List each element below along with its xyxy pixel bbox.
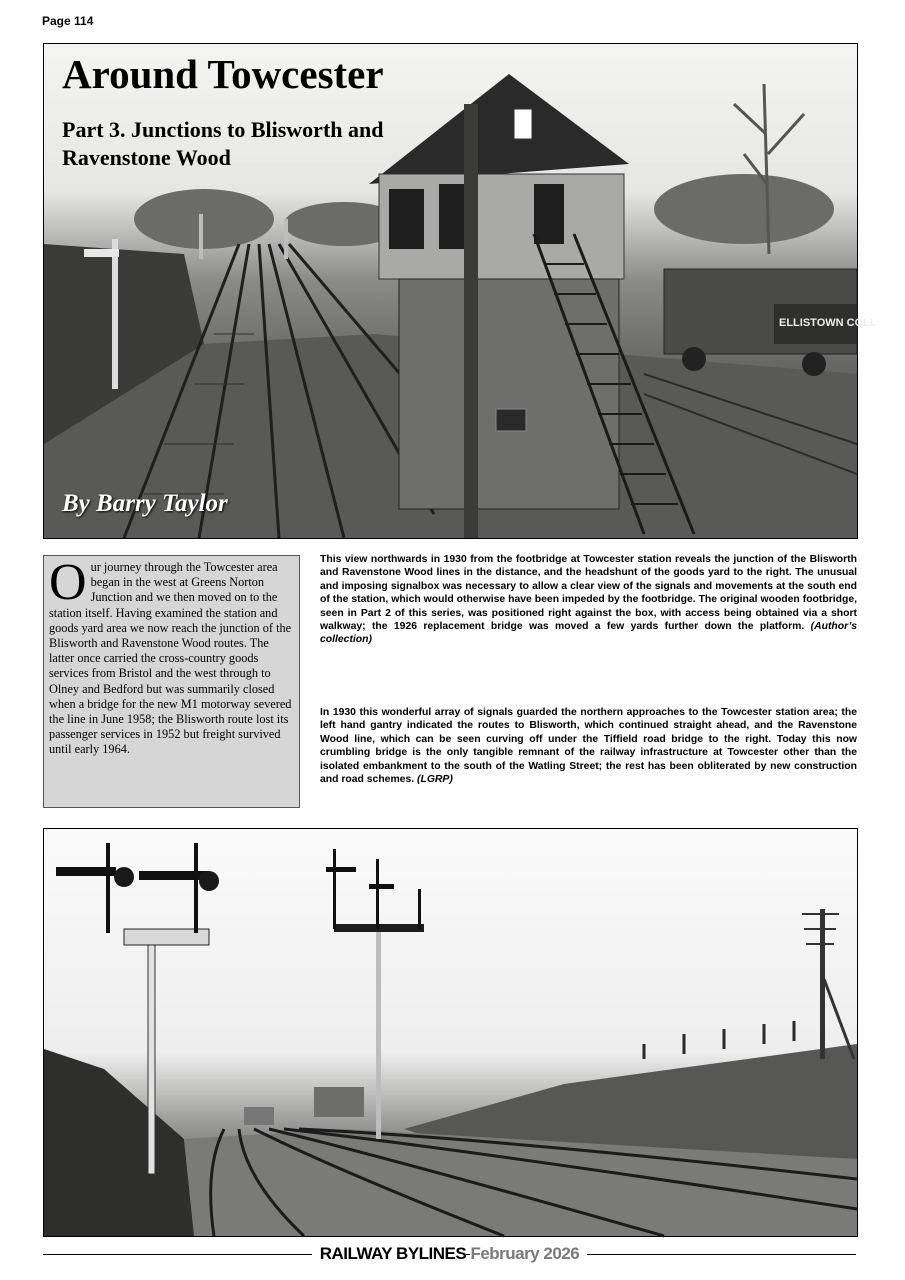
caption-text: In 1930 this wonderful array of signals guarded the northern approaches to the Towcester station area; the left hand gantry indicated the routes to Blisworth, which continued straight ahead, and the Ravenstone Wood line, which can be seen curving off under the Tiffield road bridge to the right. Today this now crumbling bridge is the only tangible remnant of the railway infrastructure at Towcester other than the isolated embankment to the south of the Watling Street; the rest has been obliterated by new construction and road schemes. [320, 707, 857, 786]
caption-credit: (Author’s collection) [320, 621, 858, 646]
wagon-lettering: ELLISTOWN COLL [779, 317, 877, 329]
intro-text: ur journey through the Towcester area began in the west at Greens Norton Junction and we then moved on to the station itself. Having examined the station and goods yard area we now reach the junction of the Blisworth and Ravenstone Wood routes. The latter once carried the cross-country goods services from Bristol and the west through to Olney and Bedford but was summarily closed when a bridge for the new M1 motorway severed the line in June 1958; the Blisworth route lost its passenger services in 1952 but freight survived until early 1964. [49, 560, 292, 757]
signal-gantry-scene [44, 829, 857, 1236]
page-footer [43, 1244, 856, 1264]
caption-signalbox [320, 553, 857, 647]
magazine-masthead [43, 1244, 856, 1264]
article-byline: By Barry Taylor [62, 490, 228, 517]
caption-signals [320, 706, 857, 786]
caption-text: This view northwards in 1930 from the footbridge at Towcester station reveals the junction of the Blisworth and Ravenstone Wood lines in the distance, and the headshunt of the goods yard to the right. The unusual and imposing signalbox was necessary to allow a clear view of the signals and movements at the south end of the station, which would otherwise have been impeded by the footbridge. The original wooden footbridge, seen in Part 2 of this series, was positioned right against the box, with access being obtained via a short walkway; the 1926 replacement bridge was moved a few yards further down the platform. [320, 554, 857, 633]
intro-dropcap: O [49, 554, 87, 611]
magazine-title: RAILWAY BYLINES [312, 1244, 466, 1263]
signal-gantry-photo [43, 828, 858, 1237]
signalbox-photo [43, 43, 877, 539]
article-title: Around Towcester [62, 51, 384, 97]
caption-credit: (LGRP) [417, 774, 453, 786]
article-subtitle: Part 3. Junctions to Blisworth and Ravenstone Wood [62, 117, 384, 170]
magazine-issue: February 2026 [470, 1244, 587, 1263]
page-number: Page 114 [42, 14, 94, 28]
intro-box [43, 555, 300, 808]
